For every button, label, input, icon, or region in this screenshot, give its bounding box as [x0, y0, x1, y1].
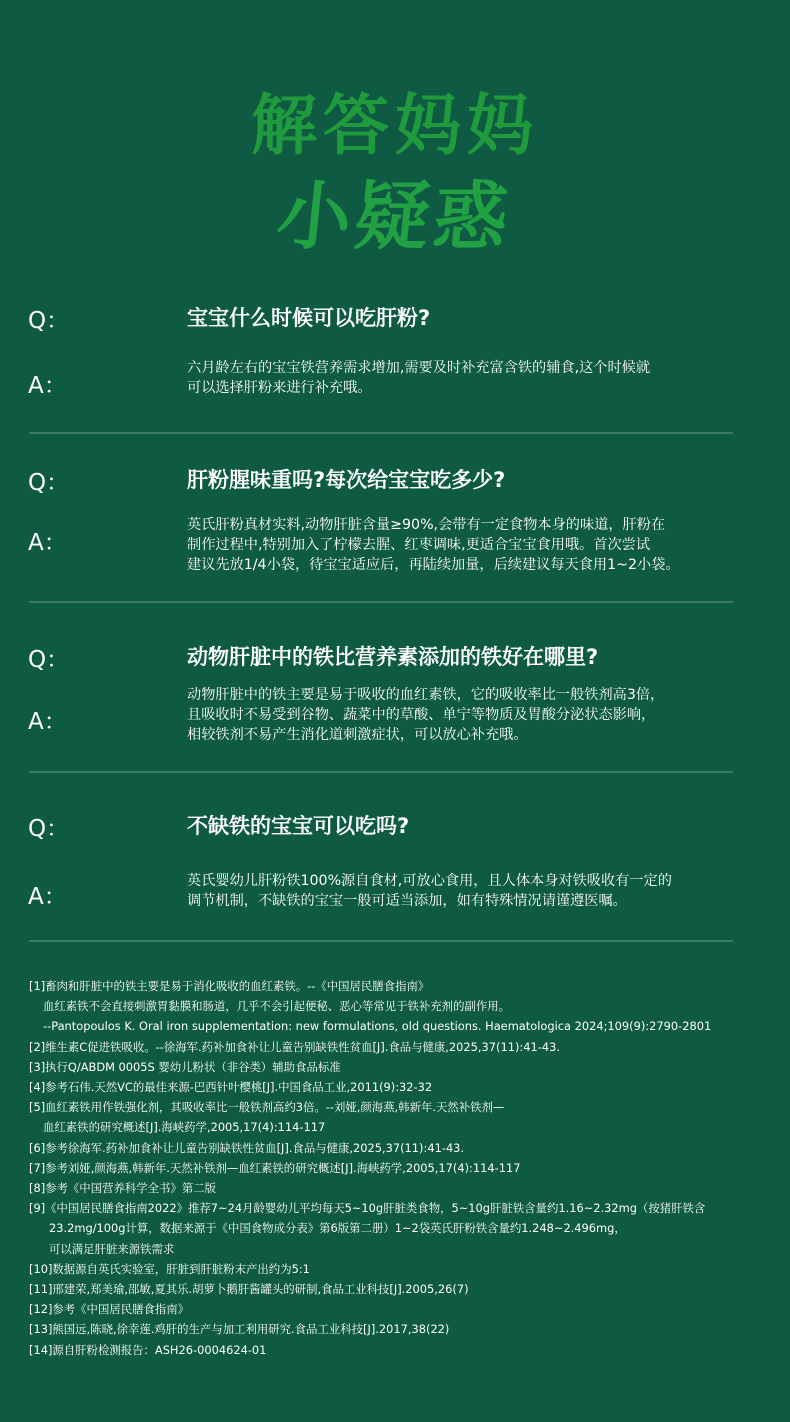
reference-line: [4]参考石伟.天然VC的最佳来源-巴西针叶樱桃[J].中国食品工业,2011(9):32-32: [29, 1080, 433, 1095]
answer-line: 建议先放1/4小袋，待宝宝适应后，再陆续加量，后续建议每天食用1~2小袋。: [187, 557, 680, 573]
reference-line: [13]熊国远,陈晓,徐幸莲.鸡肝的生产与加工利用研究.食品工业科技[J].2017,38(22): [29, 1322, 450, 1337]
answer-line: 制作过程中,特别加入了柠檬去腥、红枣调味,更适合宝宝食用哦。首次尝试: [187, 537, 651, 553]
reference-line: 血红素铁的研究概述[J].海峡药学,2005,17(4):114-117: [43, 1120, 326, 1135]
divider: [29, 601, 733, 603]
q-label: Q：: [28, 816, 70, 842]
reference-line: --Pantopoulos K. Oral iron supplementation: new formulations, old questions. Haematologica 2024;109(9):2790-2801: [43, 1019, 712, 1034]
answer-4: [187, 871, 727, 911]
q-label: Q：: [28, 308, 70, 334]
answer-2: [187, 515, 727, 575]
reference-line: 血红素铁不会直接刺激胃黏膜和肠道，几乎不会引起便秘、恶心等常见于铁补充剂的副作用。: [43, 999, 511, 1014]
reference-line: [3]执行Q/ABDM 0005S 婴幼儿粉状（非谷类）辅助食品标准: [29, 1059, 341, 1074]
answer-line: 相较铁剂不易产生消化道刺激症状，可以放心补充哦。: [187, 727, 528, 743]
question-2: 肝粉腥味重吗?每次给宝宝吃多少?: [187, 468, 506, 492]
answer-3: [187, 685, 727, 745]
divider: [29, 432, 733, 434]
references: [29, 976, 769, 1360]
question-1: 宝宝什么时候可以吃肝粉?: [187, 306, 431, 330]
reference-line: [9]《中国居民膳食指南2022》推荐7~24月龄婴幼儿平均每天5~10g肝脏类食物，5~10g肝脏铁含量约1.16~2.32mg（按猪肝铁含: [29, 1201, 706, 1216]
title-line-1: 解答妈妈: [251, 87, 539, 164]
a-label: A：: [28, 373, 67, 399]
answer-line: 且吸收时不易受到谷物、蔬菜中的草酸、单宁等物质及胃酸分泌状态影响，: [187, 707, 656, 723]
reference-line: [10]数据源自英氏实验室，肝脏到肝脏粉末产出约为5:1: [29, 1261, 310, 1276]
a-label: A：: [28, 709, 67, 735]
reference-line: [12]参考《中国居民膳食指南》: [29, 1302, 190, 1317]
question-4: 不缺铁的宝宝可以吃吗?: [187, 814, 410, 838]
reference-line: [6]参考徐海军.药补加食补让儿童告别缺铁性贫血[J].食品与健康,2025,37(11):41-43.: [29, 1140, 465, 1155]
divider: [29, 771, 733, 773]
q-label: Q：: [28, 647, 70, 673]
a-label: A：: [28, 884, 67, 910]
answer-line: 动物肝脏中的铁主要是易于吸收的血红素铁，它的吸收率比一般铁剂高3倍，: [187, 687, 665, 703]
title-line-2: 小疑惑: [272, 174, 516, 260]
reference-line: [11]邢建荣,郑美瑜,邵敏,夏其乐.胡萝卜鹅肝酱罐头的研制,食品工业科技[J].2005,26(7): [29, 1282, 469, 1297]
question-3: 动物肝脏中的铁比营养素添加的铁好在哪里?: [187, 645, 599, 669]
reference-line: [2]维生素C促进铁吸收。--徐海军.药补加食补让儿童告别缺铁性贫血[J].食品与健康,2025,37(11):41-43.: [29, 1039, 560, 1054]
answer-1: [187, 358, 727, 398]
reference-line: 可以满足肝脏来源铁需求: [49, 1241, 175, 1256]
reference-line: [8]参考《中国营养科学全书》第二版: [29, 1181, 216, 1196]
answer-line: 英氏肝粉真材实料,动物肝脏含量≥90%,会带有一定食物本身的味道，肝粉在: [187, 517, 666, 533]
reference-line: [5]血红素铁用作铁强化剂，其吸收率比一般铁剂高约3倍。--刘娅,颜海燕,韩新年.天然补铁剂—: [29, 1100, 505, 1115]
q-label: Q：: [28, 470, 70, 496]
reference-line: [1]畜肉和肝脏中的铁主要是易于消化吸收的血红素铁。--《中国居民膳食指南》: [29, 979, 430, 993]
reference-line: [7]参考刘娅,颜海燕,韩新年.天然补铁剂—血红素铁的研究概述[J].海峡药学,2005,17(4):114-117: [29, 1160, 521, 1175]
answer-line: 六月龄左右的宝宝铁营养需求增加,需要及时补充富含铁的辅食,这个时候就: [187, 360, 651, 376]
answer-line: 调节机制，不缺铁的宝宝一般可适当添加，如有特殊情况请谨遵医嘱。: [187, 893, 627, 909]
divider: [29, 940, 733, 942]
answer-line: 可以选择肝粉来进行补充哦。: [187, 380, 372, 396]
reference-line: 23.2mg/100g计算，数据来源于《中国食物成分表》第6版第二册）1~2袋英氏肝粉铁含量约1.248~2.496mg，: [49, 1221, 626, 1236]
reference-line: [14]源自肝粉检测报告：ASH26-0004624-01: [29, 1342, 267, 1357]
answer-line: 英氏婴幼儿肝粉铁100%源自食材,可放心食用，且人体本身对铁吸收有一定的: [187, 873, 672, 889]
a-label: A：: [28, 530, 67, 556]
